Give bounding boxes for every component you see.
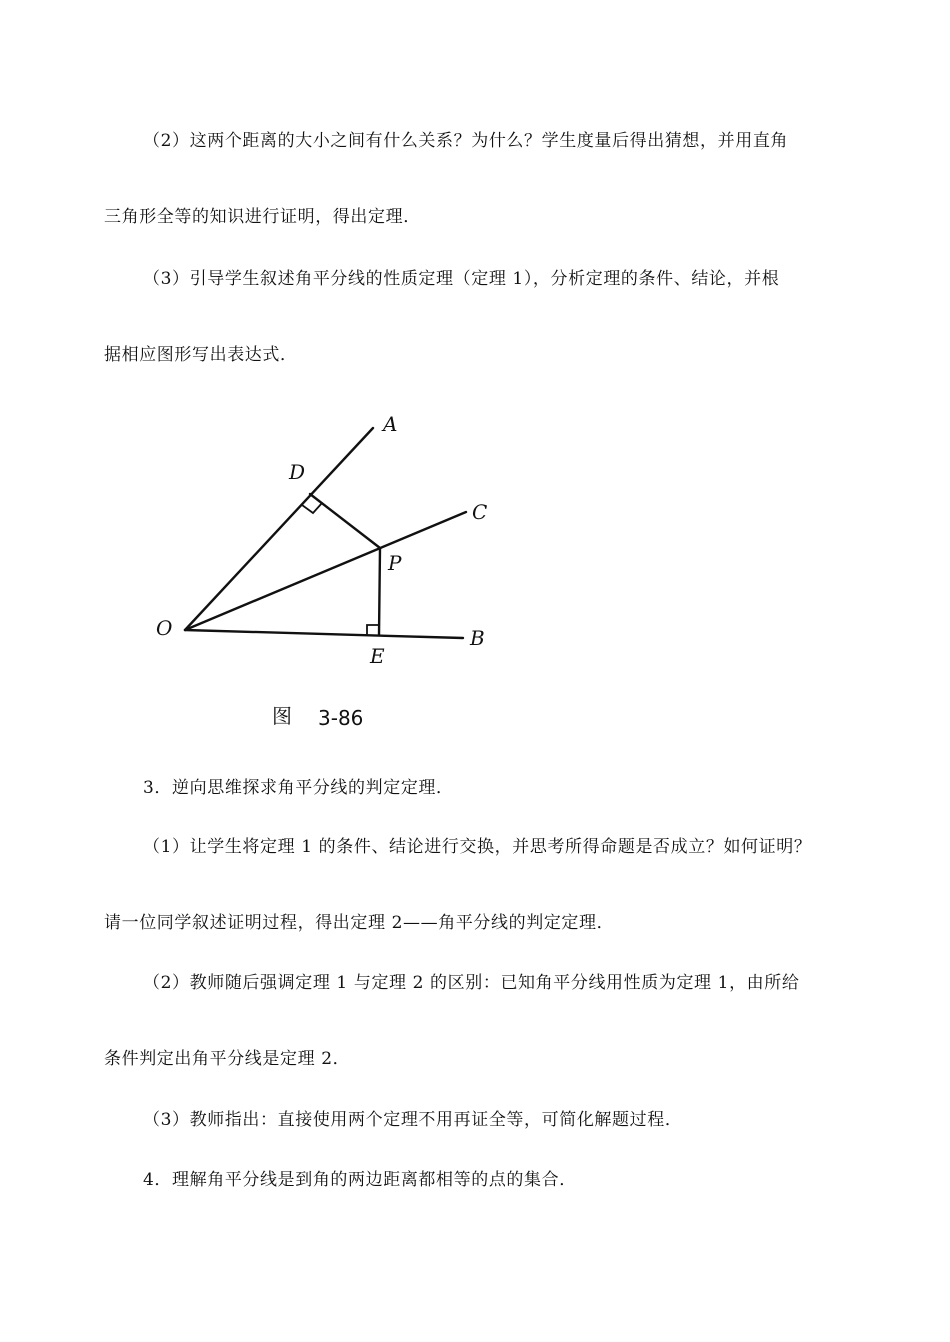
- p7-line: 4．理解角平分线是到角的两边距离都相等的点的集合．: [143, 1170, 577, 1190]
- p4-line1: （1）让学生将定理 1 的条件、结论进行交换，并思考所得命题是否成立？如何证明？: [143, 837, 812, 857]
- ray-OA: [185, 428, 373, 630]
- p1-line1: （2）这两个距离的大小之间有什么关系？为什么？学生度量后得出猜想，并用直角: [143, 131, 789, 151]
- segment-DP: [310, 494, 380, 548]
- p4-line2: 请一位同学叙述证明过程，得出定理 2——角平分线的判定定理．: [104, 913, 615, 933]
- caption-prefix: 图: [272, 704, 292, 728]
- p6-line: （3）教师指出：直接使用两个定理不用再证全等，可简化解题过程．: [143, 1110, 683, 1130]
- label-A: A: [383, 412, 398, 436]
- p5-line2: 条件判定出角平分线是定理 2．: [104, 1049, 351, 1069]
- label-B: B: [470, 626, 485, 650]
- label-C: C: [472, 500, 488, 524]
- p5-line1: （2）教师随后强调定理 1 与定理 2 的区别：已知角平分线用性质为定理 1，由所给: [143, 973, 800, 993]
- right-angle-mark-D: [302, 503, 322, 513]
- figure-svg: [150, 405, 530, 745]
- ray-OB: [185, 630, 463, 638]
- segment-PE: [379, 548, 380, 635]
- p2-line1: （3）引导学生叙述角平分线的性质定理（定理 1），分析定理的条件、结论，并根: [143, 269, 780, 289]
- p1-line2: 三角形全等的知识进行证明，得出定理．: [104, 207, 421, 227]
- angle-bisector-figure: [150, 405, 530, 745]
- right-angle-mark-E: [367, 625, 379, 635]
- label-E: E: [370, 644, 385, 668]
- caption-number: 3-86: [318, 706, 364, 730]
- label-P: P: [388, 551, 402, 575]
- p3-line: 3．逆向思维探求角平分线的判定定理．: [143, 778, 454, 798]
- p2-line2: 据相应图形写出表达式．: [104, 345, 298, 365]
- label-O: O: [156, 616, 173, 640]
- label-D: D: [289, 460, 306, 484]
- ray-OC: [185, 512, 466, 630]
